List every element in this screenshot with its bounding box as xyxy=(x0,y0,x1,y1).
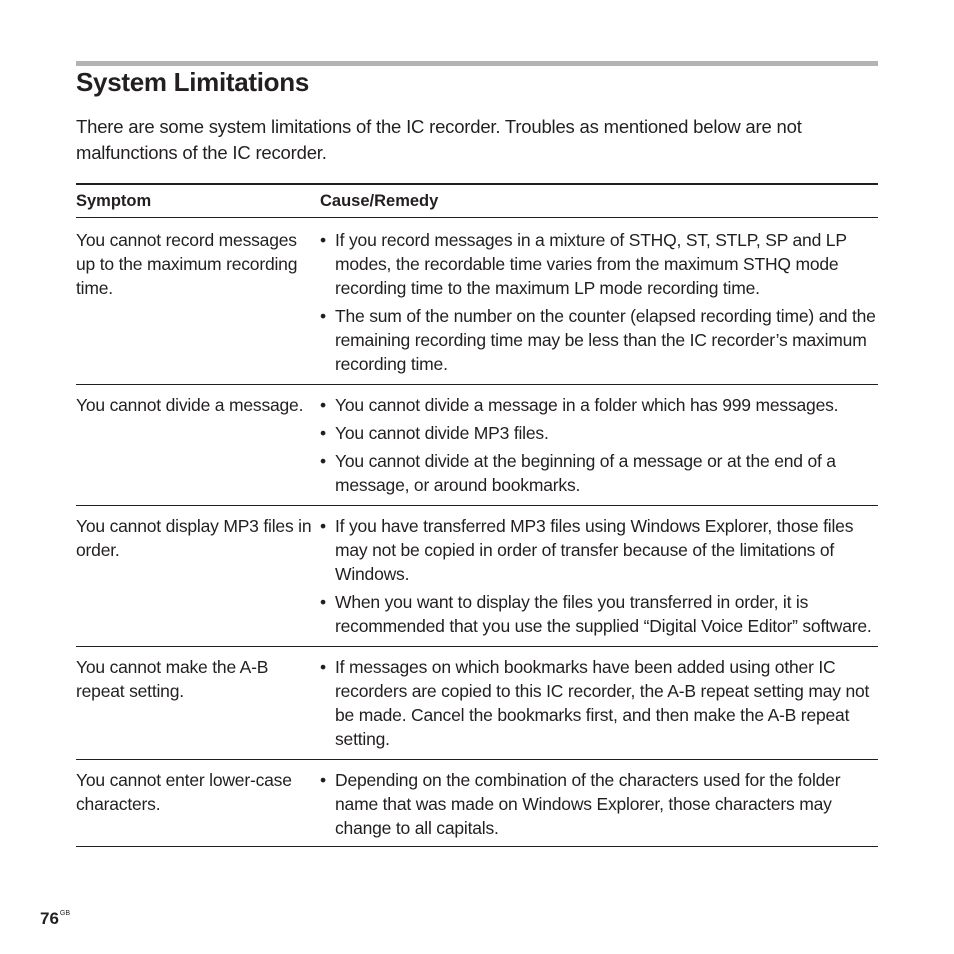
table-row xyxy=(76,760,878,847)
bullet-icon: • xyxy=(320,592,326,612)
bullet-icon: • xyxy=(320,395,326,415)
bullet-icon: • xyxy=(320,306,326,326)
symptom-cell: You cannot enter lower-case characters. xyxy=(76,770,292,814)
page-number-value: 76 xyxy=(40,909,59,928)
symptom-cell: You cannot display MP3 files in order. xyxy=(76,516,312,560)
cause-text: When you want to display the files you transferred in order, it is recommended that you use the supplied “Digital Voice Editor” software. xyxy=(335,592,872,636)
bullet-icon: • xyxy=(320,657,326,677)
symptom-cell: You cannot record messages up to the maximum recording time. xyxy=(76,230,298,298)
cause-text: If you record messages in a mixture of STHQ, ST, STLP, SP and LP modes, the recordable time varies from the maximum STHQ mode recording time to the maximum LP mode recording time. xyxy=(335,230,847,298)
cause-text: You cannot divide at the beginning of a message or at the end of a message, or around bookmarks. xyxy=(335,451,836,495)
cause-bullet-item xyxy=(320,304,878,376)
table-row xyxy=(76,647,878,760)
intro-paragraph: There are some system limitations of the IC recorder. Troubles as mentioned below are not malfunctions of the IC recorder. xyxy=(76,116,802,163)
cause-text: You cannot divide MP3 files. xyxy=(335,423,549,443)
bullet-icon: • xyxy=(320,516,326,536)
cause-bullet-item xyxy=(320,514,878,586)
cause-bullet-item xyxy=(320,421,878,445)
page-title: System Limitations xyxy=(76,67,309,97)
cause-text: Depending on the combination of the characters used for the folder name that was made on Windows Explorer, those characters may change to all capitals. xyxy=(335,770,841,838)
cause-cell xyxy=(320,514,878,638)
table-row xyxy=(76,385,878,506)
cause-bullet-item xyxy=(320,393,878,417)
cause-text: The sum of the number on the counter (elapsed recording time) and the remaining recording time may be less than the IC recorder’s maximum recording time. xyxy=(335,306,876,374)
bullet-icon: • xyxy=(320,770,326,790)
cause-text: If messages on which bookmarks have been added using other IC recorders are copied to this IC recorder, the A-B repeat setting may not be made. Cancel the bookmarks first, and then make the A-B repeat setting. xyxy=(335,657,870,749)
cause-text: You cannot divide a message in a folder which has 999 messages. xyxy=(335,395,839,415)
bullet-icon: • xyxy=(320,230,326,250)
cause-header: Cause/Remedy xyxy=(320,191,439,210)
symptom-cell: You cannot divide a message. xyxy=(76,395,304,415)
cause-bullet-item xyxy=(320,590,878,638)
cause-cell xyxy=(320,655,878,751)
cause-cell xyxy=(320,393,878,497)
cause-cell xyxy=(320,228,878,376)
table-row xyxy=(76,506,878,647)
table-body xyxy=(76,218,878,847)
symptom-cell: You cannot make the A-B repeat setting. xyxy=(76,657,269,701)
bullet-icon: • xyxy=(320,451,326,471)
limitations-table xyxy=(76,183,878,847)
cause-text: If you have transferred MP3 files using Windows Explorer, those files may not be copied in order of transfer because of the limitations of Windows. xyxy=(335,516,854,584)
region-code: GB xyxy=(59,910,71,917)
cause-bullet-item xyxy=(320,768,878,840)
cause-cell xyxy=(320,768,878,840)
table-header xyxy=(76,185,878,218)
cause-bullet-item xyxy=(320,228,878,300)
cause-bullet-item xyxy=(320,449,878,497)
cause-bullet-item xyxy=(320,655,878,751)
table-row xyxy=(76,218,878,385)
symptom-header: Symptom xyxy=(76,191,152,210)
page-number xyxy=(40,909,70,929)
bullet-icon: • xyxy=(320,423,326,443)
